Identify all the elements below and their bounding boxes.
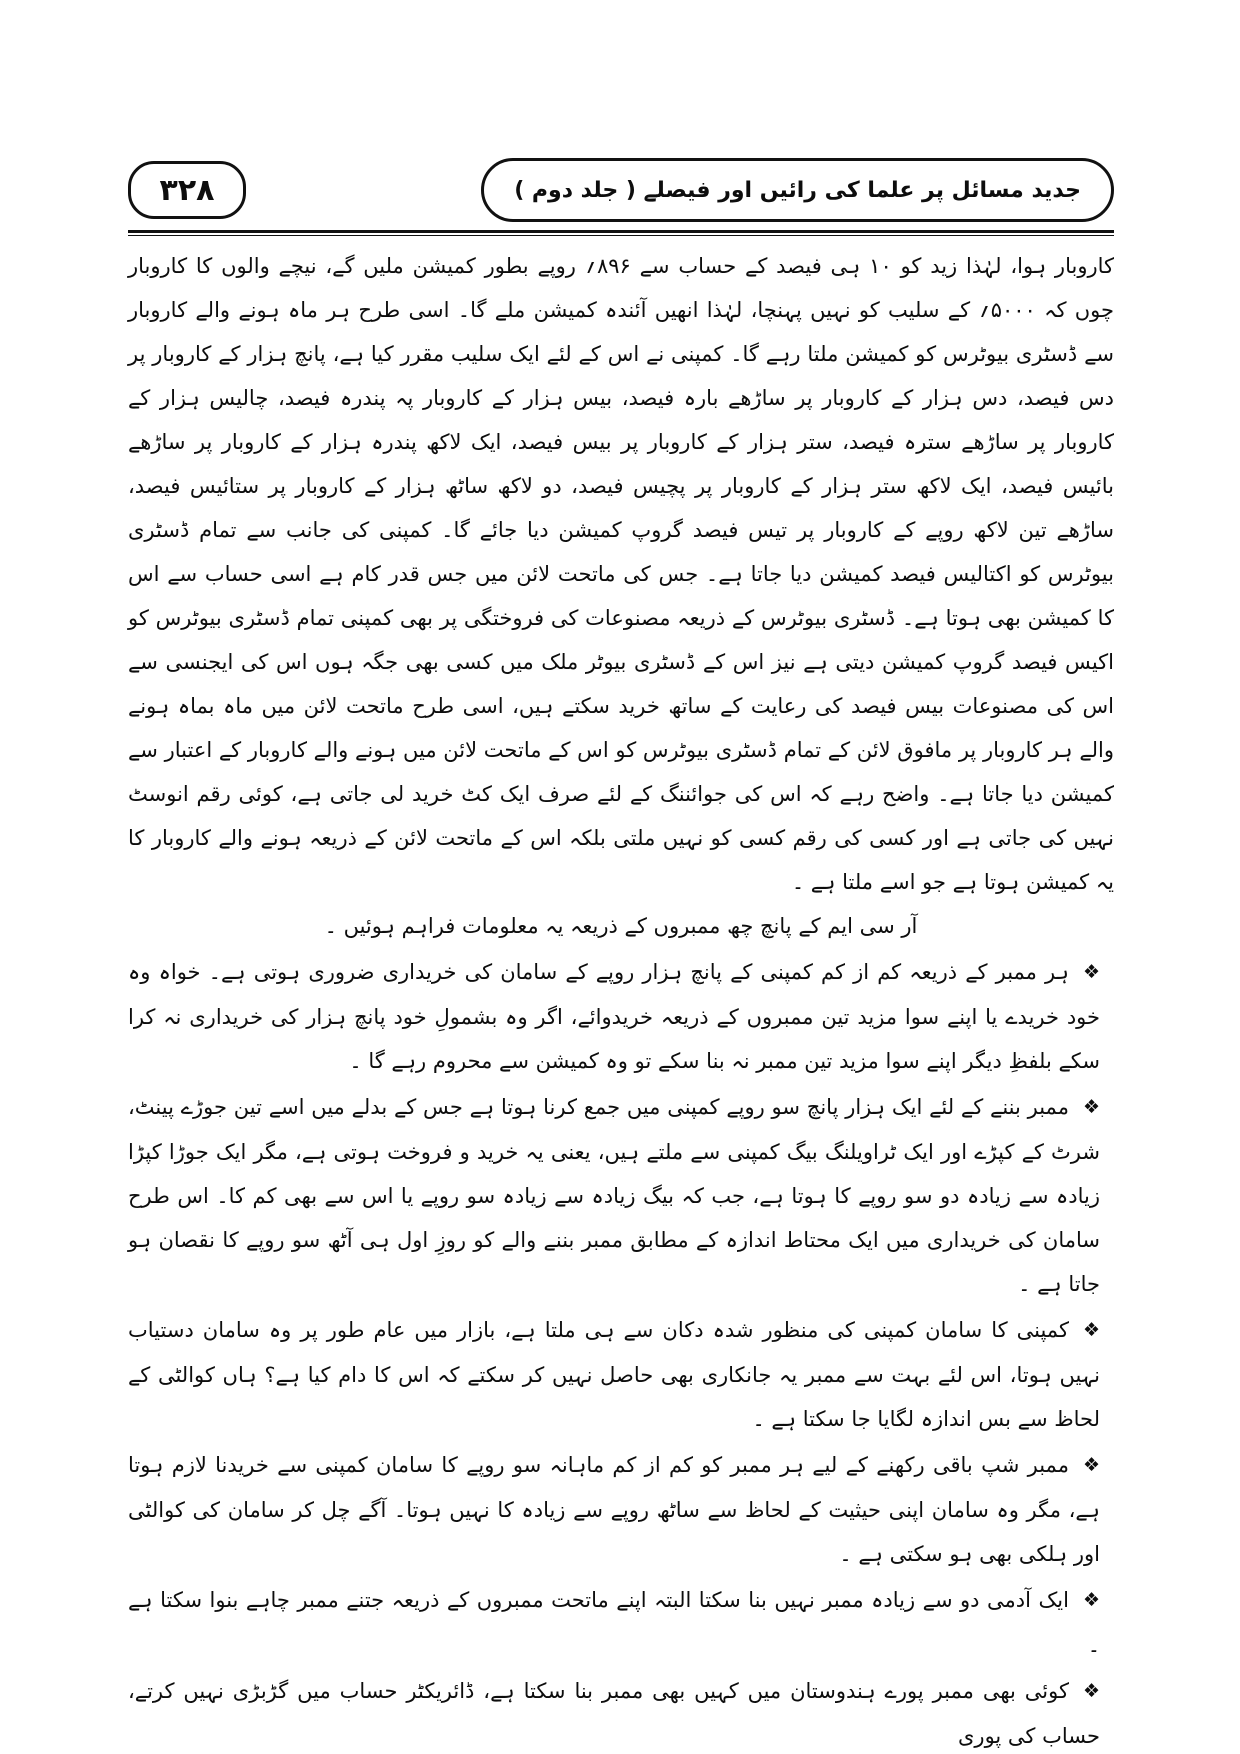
bullet-diamond-icon: ❖ — [1082, 961, 1100, 983]
bullet-diamond-icon: ❖ — [1082, 1680, 1100, 1702]
bullet-diamond-icon: ❖ — [1082, 1096, 1100, 1118]
list-item — [128, 1308, 1114, 1441]
bullet-diamond-icon: ❖ — [1082, 1319, 1100, 1341]
list-item-text: کمپنی کا سامان کمپنی کی منظور شدہ دکان سے ہی ملتا ہے، بازار میں عام طور پر وہ سامان دستیاب نہیں ہوتا، اس لئے بہت سے ممبر یہ جانکاری بھی حاصل نہیں کر سکتے کہ اس کا دام کیا ہے؟ ہاں کوالٹی کے لحاظ سے بس اندازہ لگایا جا سکتا ہے ۔ — [128, 1318, 1100, 1431]
intro-line: آر سی ایم کے پانچ چھ ممبروں کے ذریعہ یہ معلومات فراہم ہوئیں ۔ — [324, 914, 918, 938]
list-item — [128, 950, 1114, 1083]
list-item-text: ممبر بننے کے لئے ایک ہزار پانچ سو روپے کمپنی میں جمع کرنا ہوتا ہے جس کے بدلے میں اسے تین جوڑے پینٹ، شرٹ کے کپڑے اور ایک ٹراویلنگ بیگ کمپنی سے ملتے ہیں، یعنی یہ خرید و فروخت ہوتی ہے، مگر ایک جوڑا کپڑا زیادہ سے زیادہ دو سو روپے کا ہوتا ہے، جب کہ بیگ زیادہ سے زیادہ سو روپے یا اس سے بھی کم کا۔ اس طرح سامان کی خریداری میں ایک محتاط اندازہ کے مطابق ممبر بننے والے کو روزِ اول ہی آٹھ سو روپے کا نقصان ہو جاتا ہے ۔ — [128, 1095, 1100, 1296]
page-number: ۳۲۸ — [159, 172, 215, 208]
list-item — [128, 1085, 1114, 1306]
list-item-text: کوئی بھی ممبر پورے ہندوستان میں کہیں بھی ممبر بنا سکتا ہے، ڈائریکٹر حساب میں گڑبڑی نہیں کرتے، حساب کی پوری — [128, 1679, 1100, 1748]
list-item — [128, 1578, 1114, 1667]
list-item — [128, 1669, 1114, 1754]
body-text — [128, 244, 1114, 1754]
paragraph-main: کاروبار ہوا، لہٰذا زید کو ۱۰ ہی فیصد کے حساب سے ۸۹۶؍ روپے بطور کمیشن ملیں گے، نیچے والوں کا کاروبار چوں کہ ۵۰۰۰؍ کے سلیب کو نہیں پہنچا، لہٰذا انھیں آئندہ کمیشن ملے گا۔ اسی طرح ہر ماہ ہونے والے کاروبار سے ڈسٹری بیوٹرس کو کمیشن ملتا رہے گا۔ کمپنی نے اس کے لئے ایک سلیب مقرر کیا ہے، پانچ ہزار کے کاروبار پر دس فیصد، دس ہزار کے کاروبار پر ساڑھے بارہ فیصد، بیس ہزار کے کاروبار پہ پندرہ فیصد، چالیس ہزار کے کاروبار پر ساڑھے سترہ فیصد، ستر ہزار کے کاروبار پر بیس فیصد، ایک لاکھ پندرہ ہزار کے کاروبار پر ساڑھے بائیس فیصد، ایک لاکھ ستر ہزار کے کاروبار پر پچیس فیصد، دو لاکھ ساٹھ ہزار کے کاروبار پر ستائیس فیصد، ساڑھے تین لاکھ روپے کے کاروبار پر تیس فیصد گروپ کمیشن دیا جائے گا۔ کمپنی کی جانب سے تمام ڈسٹری بیوٹرس کو اکتالیس فیصد کمیشن دیا جاتا ہے۔ جس کی ماتحت لائن میں جس قدر کام ہے اسی حساب سے اس کا کمیشن بھی ہوتا ہے۔ ڈسٹری بیوٹرس کے ذریعہ مصنوعات کی فروختگی پر بھی کمپنی تمام ڈسٹری بیوٹرس کو اکیس فیصد گروپ کمیشن دیتی ہے نیز اس کے ڈسٹری بیوٹر ملک میں کسی بھی جگہ ہوں اس کی ایجنسی سے اس کی مصنوعات بیس فیصد کی رعایت کے ساتھ خرید سکتے ہیں، اسی طرح ماتحت لائن میں ماہ بماہ ہونے والے ہر کاروبار پر مافوق لائن کے تمام ڈسٹری بیوٹرس کو اس کے ماتحت لائن میں ہونے والے کاروبار کے اعتبار سے کمیشن دیا جاتا ہے۔ واضح رہے کہ اس کی جوائننگ کے لئے صرف ایک کٹ خرید لی جاتی ہے، کوئی رقم انوسٹ نہیں کی جاتی ہے اور کسی کی رقم کسی کو نہیں ملتی بلکہ اس کے ماتحت لائن کے ذریعہ ہونے والے کاروبار کا یہ کمیشن ہوتا ہے جو اسے ملتا ہے ۔ — [128, 254, 1114, 894]
header-rule — [128, 230, 1114, 236]
book-title-badge — [481, 158, 1114, 222]
bullet-diamond-icon: ❖ — [1082, 1589, 1100, 1611]
list-item-text: ممبر شپ باقی رکھنے کے لیے ہر ممبر کو کم از کم ماہانہ سو روپے کا سامان کمپنی سے خریدنا لازم ہوتا ہے، مگر وہ سامان اپنی حیثیت کے لحاظ سے ساٹھ روپے سے زیادہ کا نہیں ہوتا۔ آگے چل کر سامان کی کوالٹی اور ہلکی بھی ہو سکتی ہے ۔ — [128, 1453, 1100, 1566]
page-number-badge — [128, 161, 246, 219]
book-title: جدید مسائل پر علما کی رائیں اور فیصلے ( جلد دوم ) — [514, 177, 1081, 203]
bullet-list — [128, 950, 1114, 1754]
list-item-text: ایک آدمی دو سے زیادہ ممبر نہیں بنا سکتا البتہ اپنے ماتحت ممبروں کے ذریعہ جتنے ممبر چاہے بنوا سکتا ہے ۔ — [128, 1588, 1100, 1657]
list-item — [128, 1443, 1114, 1576]
list-item-text: ہر ممبر کے ذریعہ کم از کم کمپنی کے پانچ ہزار روپے کے سامان کی خریداری ضروری ہوتی ہے۔ خواہ وہ خود خریدے یا اپنے سوا مزید تین ممبروں کے ذریعہ خریدوائے، اگر وہ بشمولِ خود پانچ ہزار کی خریداری نہ کرا سکے بلفظِ دیگر اپنے سوا مزید تین ممبر نہ بنا سکے تو وہ کمیشن سے محروم رہے گا ۔ — [128, 960, 1100, 1073]
bullet-diamond-icon: ❖ — [1082, 1454, 1100, 1476]
page-header — [128, 158, 1114, 222]
header-divider-line — [242, 186, 485, 195]
